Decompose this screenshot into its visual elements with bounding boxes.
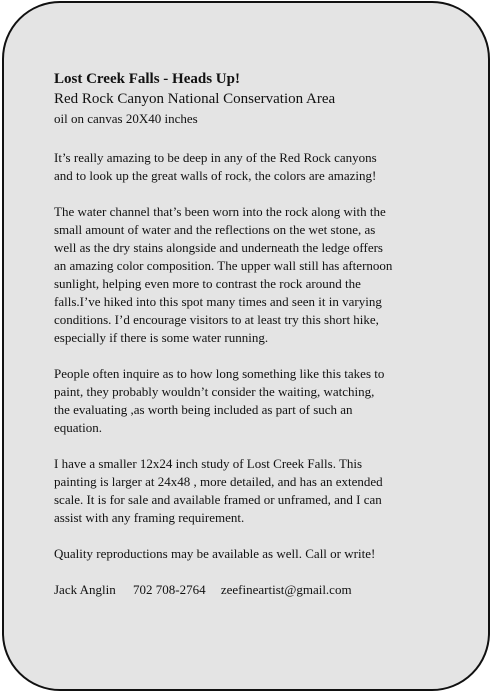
artist-phone: 702 708-2764 [133, 582, 206, 597]
paragraph-sale: I have a smaller 12x24 inch study of Lost Creek Falls. This painting is larger at 24x48 , more detailed, and has an extended scale. It is for sale and available framed or unframed, and I can assist with any framing requirement. [54, 456, 383, 525]
artist-email: zeefineartist@gmail.com [220, 582, 352, 597]
paragraph-process: People often inquire as to how long something like this takes to paint, they probably wouldn’t consider the waiting, watching, the evaluating ,as worth being included as part of such an equation. [54, 366, 385, 435]
paragraph-composition: The water channel that’s been worn into the rock along with the small amount of water and the reflections on the wet stone, as well as the dry stains alongside and underneath the ledge offers an amazing color composition. The upper wall still has afternoon sunlight, helping even more to contrast the rock around the falls.I’ve hiked into this spot many times and seen it in varying conditions. I’d encourage visitors to at least try this short hike, especially if there is some water running. [54, 204, 393, 345]
artwork-medium: oil on canvas 20X40 inches [54, 111, 198, 126]
paragraph-reproductions: Quality reproductions may be available as well. Call or write! [54, 546, 376, 561]
artist-name: Jack Anglin [54, 582, 116, 597]
card-content [54, 69, 474, 599]
paragraph-intro: It’s really amazing to be deep in any of the Red Rock canyons and to look up the great walls of rock, the colors are amazing! [54, 150, 377, 183]
artwork-title: Lost Creek Falls - Heads Up! [54, 71, 240, 87]
artwork-location: Red Rock Canyon National Conservation Area [54, 91, 336, 107]
contact-line [54, 581, 474, 599]
